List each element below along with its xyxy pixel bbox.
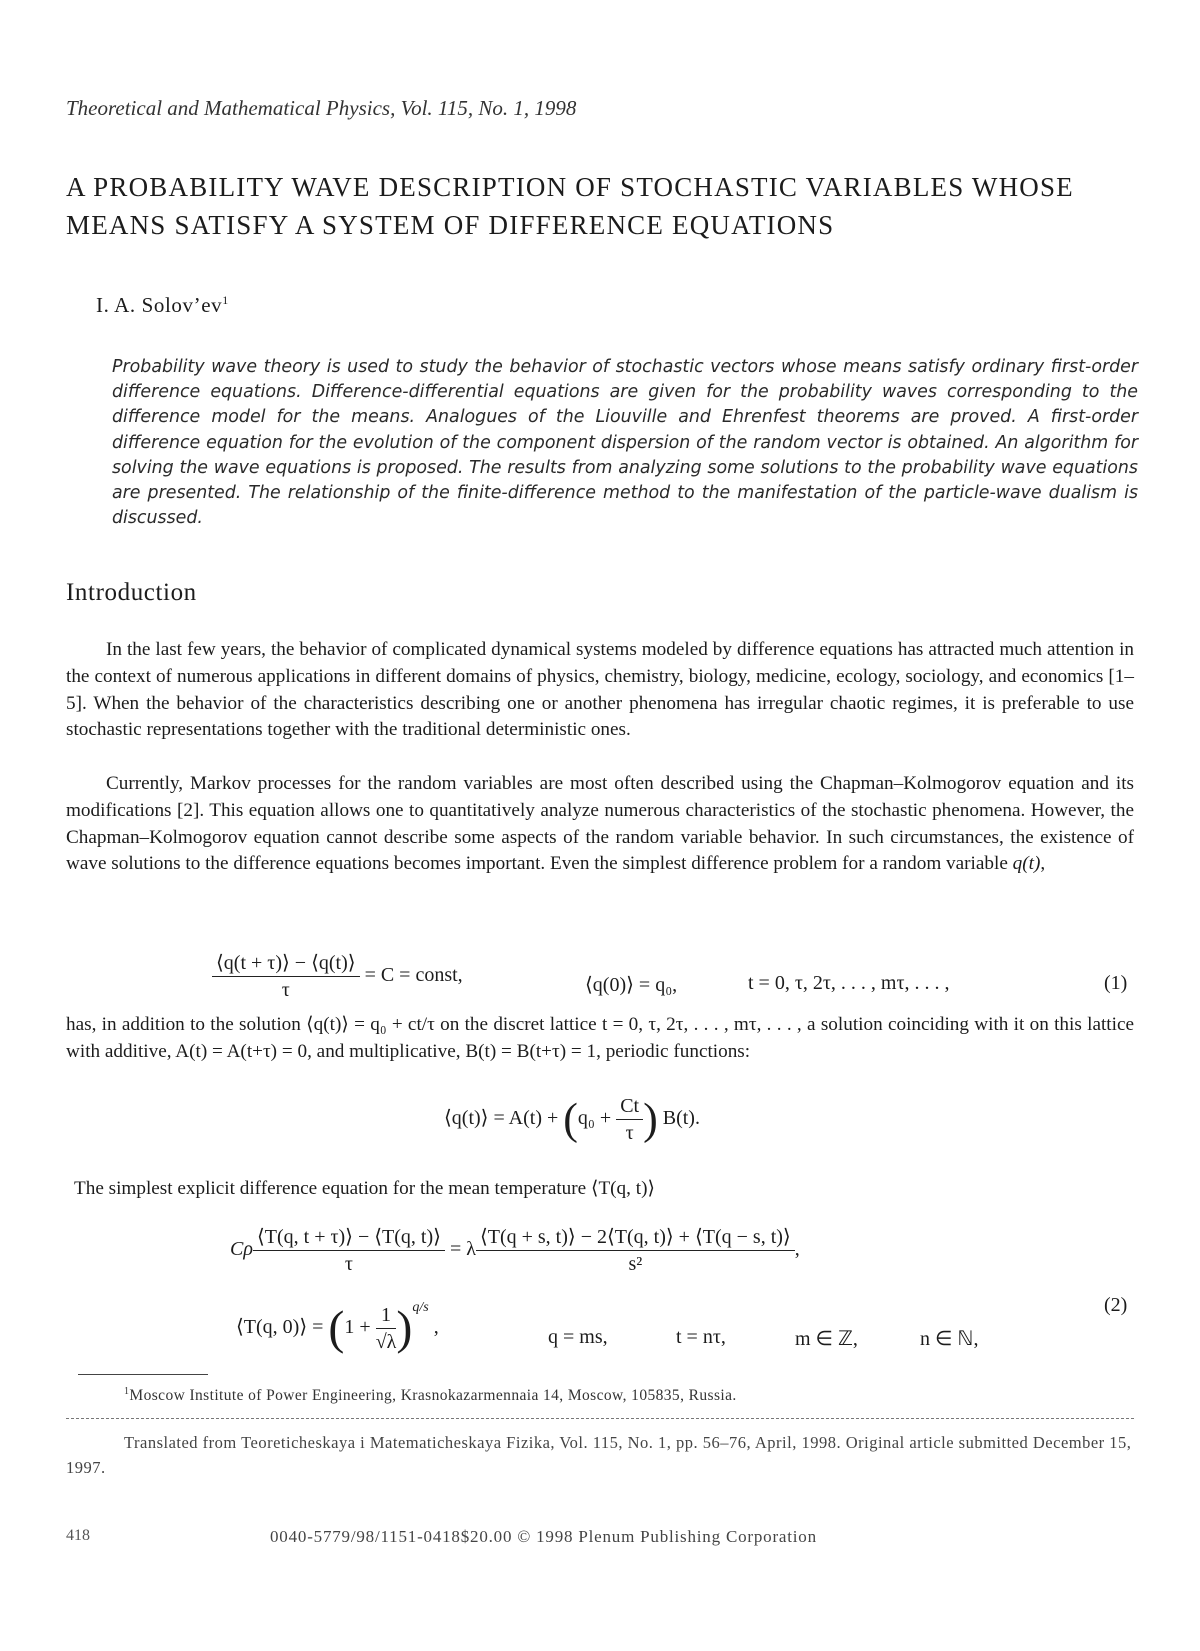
- eq1-fraction: $\frac{⟨q(t + \tau)⟩ - ⟨q(t)⟩}{\tau}$: [212, 950, 360, 1003]
- eq2-condition-t: t = nτ,: [676, 1326, 726, 1348]
- eq2-condition-q: q = ms,: [548, 1326, 608, 1348]
- intro-paragraph-3: has, in addition to the solution ⟨q(t)⟩ = q₀ + ct/τ on the discret lattice t = 0, τ, 2τ, . . . , mτ, . . . , a solution coinciding with it on this lattice with additive, A(t) = A(t+τ) = 0, and multiplicative, B(t) = B(t+τ) = 1, periodic functions:: [66, 1014, 1134, 1062]
- author-line: [96, 293, 229, 318]
- abstract: Probability wave theory is used to study the behavior of stochastic vectors whose means satisfy ordinary first-order difference equations. Difference-differential equations are given for the probability waves corresponding to the difference model for the means. Analogues of the Liouville and Ehrenfest theorems are proved. A first-order difference equation for the evolution of the component dispersion of the random vector is obtained. An algorithm for solving the wave equations is proposed. The results from analyzing some solutions to the probability wave equations are presented. The relationship of the finite-difference method to the manifestation of the particle-wave dualism is discussed.: [112, 357, 1138, 529]
- intro-paragraph-2: Currently, Markov processes for the random variables are most often described using the Chapman–Kolmogorov equation and its modifications [2]. This equation allows one to quantitatively analyze numerous characteristics of the stochastic phenomena. However, the Chapman–Kolmogorov equation cannot describe some aspects of the random variable behavior. In such circumstances, the existence of wave solutions to the difference equations becomes important. Even the simplest difference problem for a random variable q(t),: [66, 773, 1134, 875]
- eq2-condition-m: m ∈ ℤ,: [795, 1328, 858, 1350]
- article-title: A PROBABILITY WAVE DESCRIPTION OF STOCHASTIC VARIABLES WHOSE MEANS SATISFY A SYSTEM OF DIFFERENCE EQUATIONS: [66, 172, 1074, 240]
- translation-divider: [66, 1418, 1134, 1419]
- equation-1: $\frac{⟨q(t + \tau)⟩ - ⟨q(t)⟩}{\tau}$ = C = const,: [212, 950, 463, 1003]
- intro-paragraph-4: The simplest explicit difference equation for the mean temperature ⟨T(q, t)⟩: [74, 1178, 655, 1199]
- equation-1-label: (1): [1104, 972, 1128, 994]
- journal-citation: Theoretical and Mathematical Physics, Vol. 115, No. 1, 1998: [66, 96, 577, 120]
- eq1-lattice: t = 0, τ, 2τ, . . . , mτ, . . . ,: [748, 972, 950, 994]
- equation-2-label: (2): [1104, 1294, 1128, 1316]
- footnote-divider: [78, 1374, 208, 1375]
- right-paren: ): [643, 1094, 658, 1144]
- author-footnote-mark: 1: [222, 293, 229, 307]
- right-paren: ): [396, 1301, 413, 1355]
- eq2-condition-n: n ∈ ℕ,: [920, 1328, 979, 1350]
- equation-solution: ⟨q(t)⟩ = A(t) + (q₀ + $\frac{Ct}{\tau}$ ) B(t).: [444, 1094, 700, 1144]
- section-heading-introduction: Introduction: [66, 579, 197, 606]
- equation-2-line-2: ⟨T(q, 0)⟩ = (1 + $\frac{1}{√\lambda}$ )$^{q/s}$ ,: [236, 1300, 439, 1355]
- left-paren: (: [563, 1094, 578, 1144]
- equation-2-line-1: Cρ $\frac{⟨T(q, t + \tau)⟩ - ⟨T(q, t)⟩}{\tau}$ = λ $\frac{⟨T(q + s, t)⟩ - 2⟨T(q, t)⟩ + ⟨T(q - s, t)⟩}{\text{s²}}$ ,: [230, 1226, 800, 1275]
- eq1-initial-condition: ⟨q(0)⟩ = q₀,: [585, 974, 678, 996]
- page-number: 418: [66, 1527, 90, 1544]
- intro-paragraph-1: In the last few years, the behavior of complicated dynamical systems modeled by difference equations has attracted much attention in the context of numerous applications in different domains of physics, chemistry, biology, medicine, ecology, sociology, and economics [1–5]. When the behavior of the characteristics describing one or another phenomena has irregular chaotic regimes, it is preferable to use stochastic representations together with the traditional deterministic ones.: [66, 639, 1134, 741]
- translation-note: Translated from Teoreticheskaya i Matematicheskaya Fizika, Vol. 115, No. 1, pp. 56–76, April, 1998. Original article submitted December 15, 1997.: [66, 1433, 1132, 1477]
- footnote: $^1$Moscow Institute of Power Engineering, Krasnokazarmennaia 14, Moscow, 105835, Russia.: [124, 1386, 737, 1405]
- left-paren: (: [328, 1301, 345, 1355]
- author-name: I. A. Solov’ev: [96, 293, 223, 317]
- variable-q: q(t): [1012, 853, 1041, 875]
- copyright-line: 0040-5779/98/1151-0418$20.00 © 1998 Plenum Publishing Corporation: [270, 1527, 817, 1546]
